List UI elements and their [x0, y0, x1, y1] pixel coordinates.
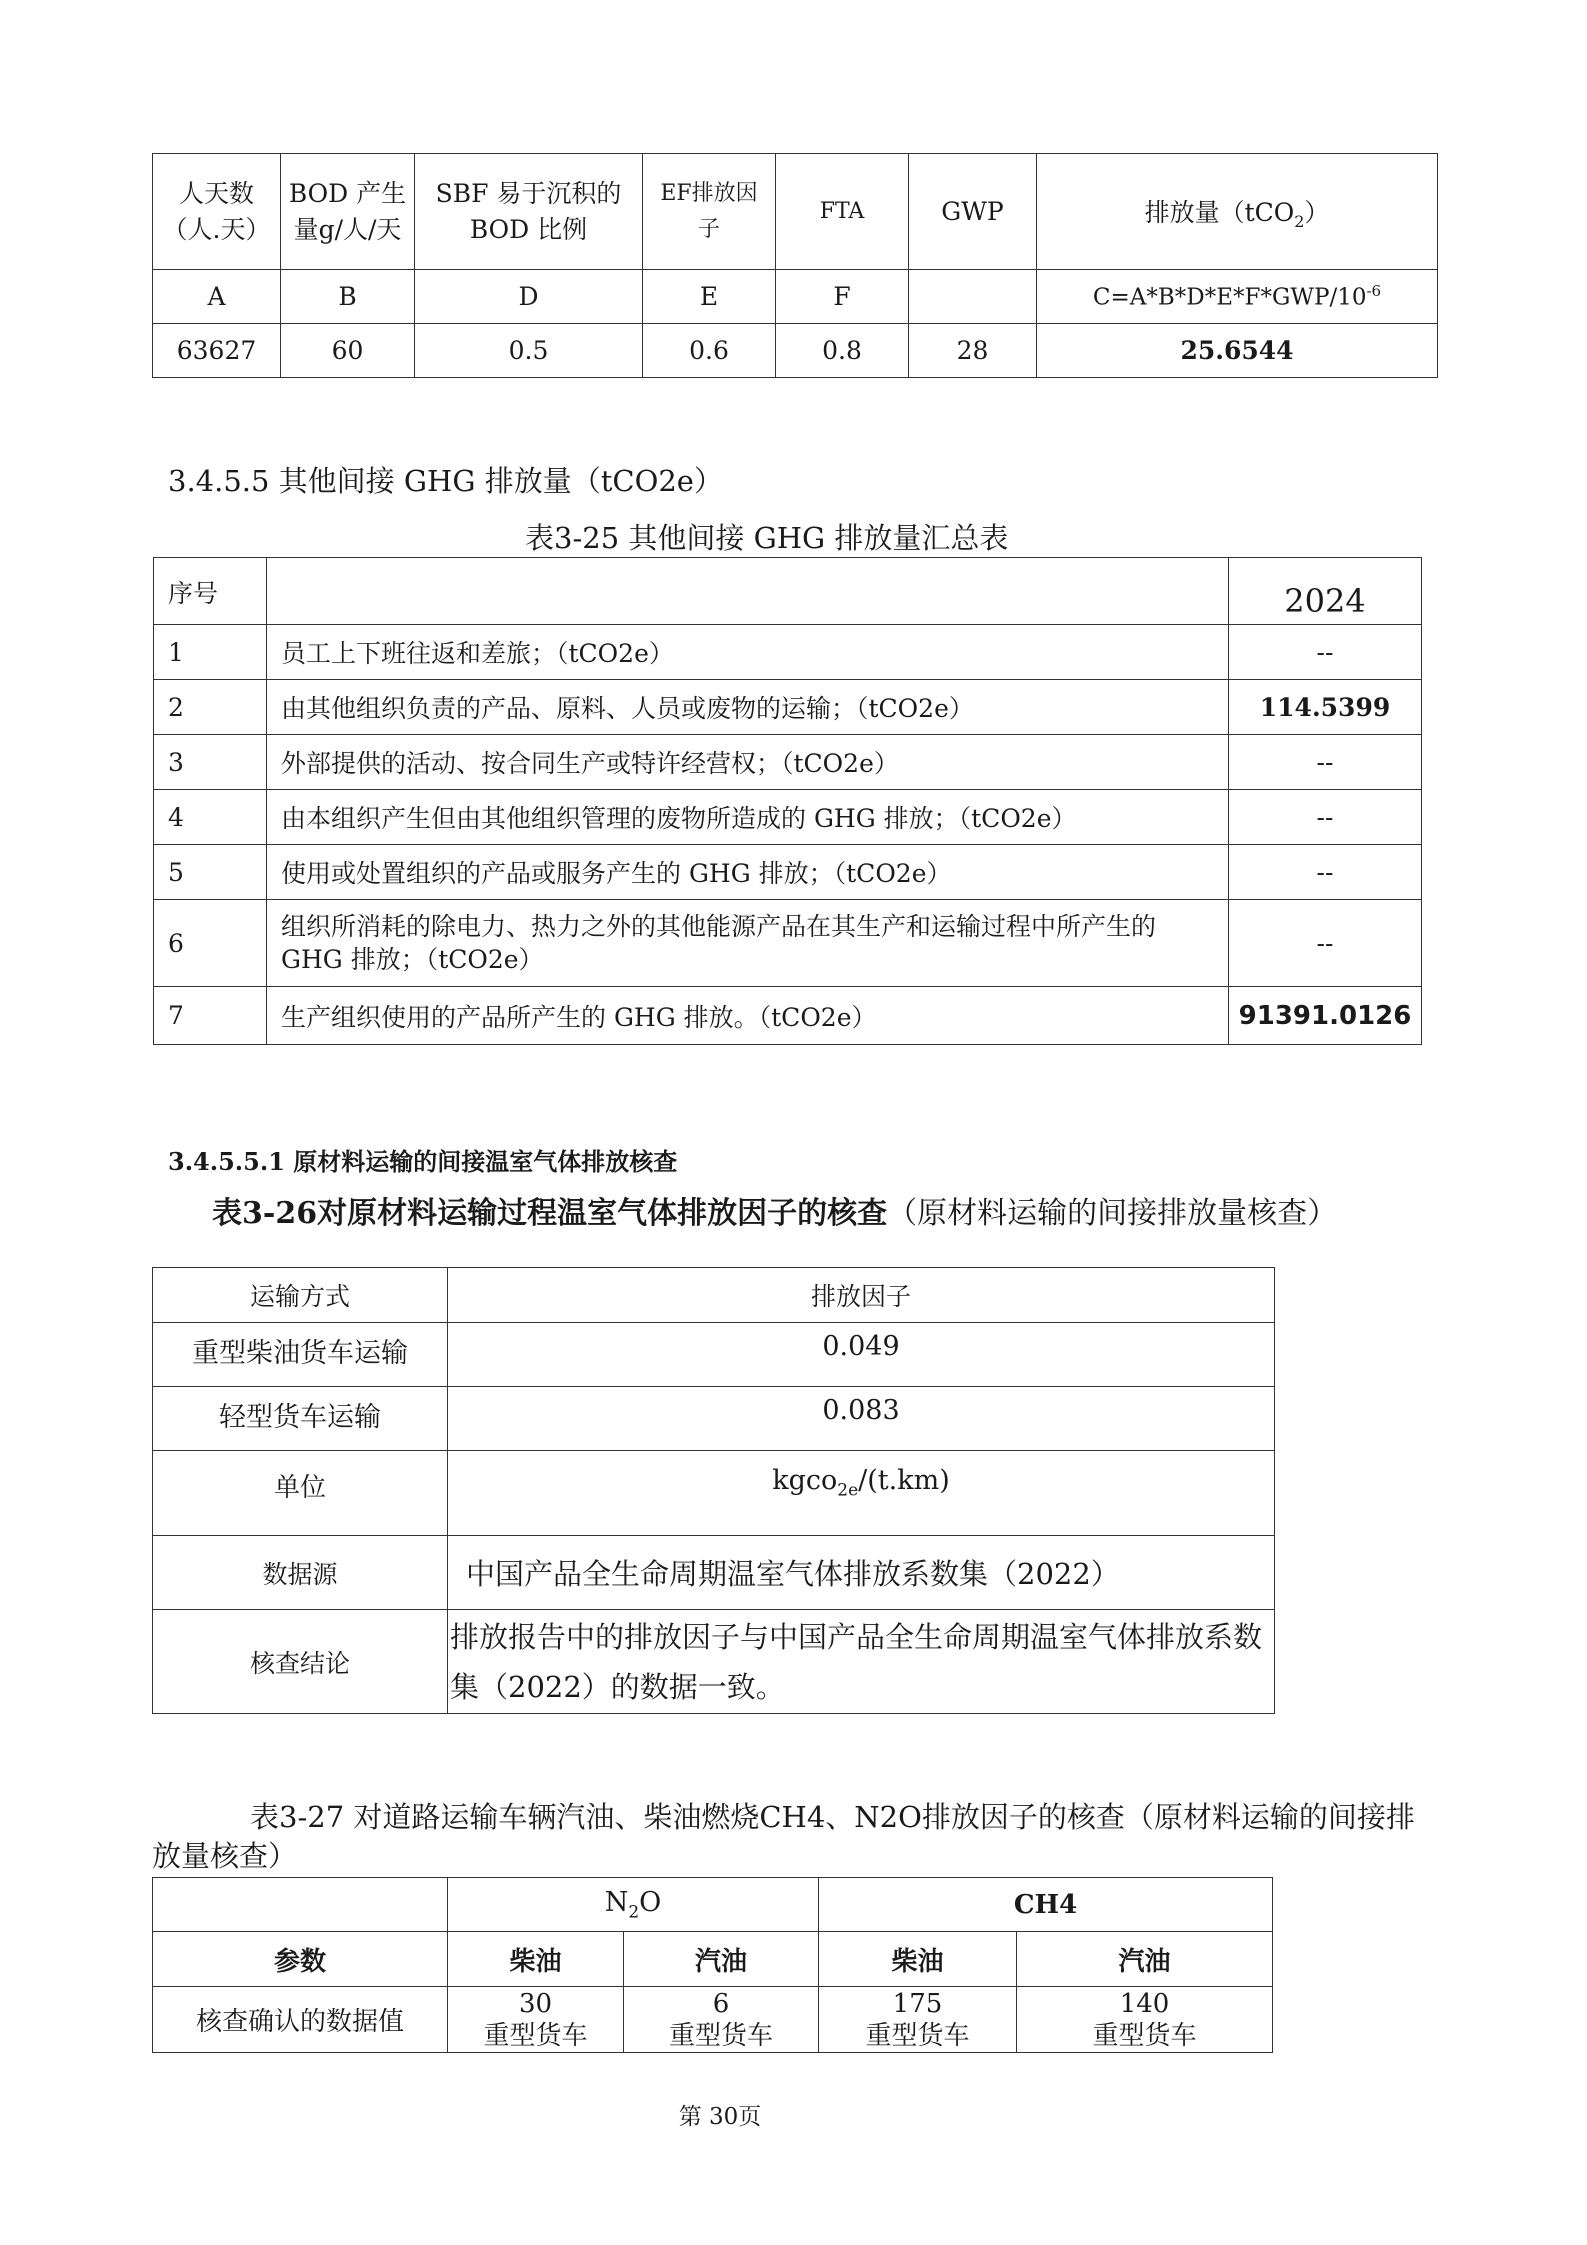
header-emission-sub: 2	[1294, 211, 1305, 231]
value-fta: 0.8	[776, 324, 909, 378]
header-ef: EF排放因子	[643, 154, 776, 270]
row-desc: 组织所消耗的除电力、热力之外的其他能源产品在其生产和运输过程中所产生的 GHG 排放；（tCO2e）	[267, 900, 1229, 987]
fuel-header: 汽油	[1017, 1932, 1273, 1987]
unit-subscript: 2e	[837, 1480, 859, 1501]
group-n2o-n: N	[604, 1886, 629, 1918]
number: 175	[892, 1988, 943, 2019]
group-n2o-sub: 2	[628, 1902, 640, 1923]
header-emission-close: ）	[1304, 197, 1330, 227]
section-34551-title: 3.4.5.5.1 原材料运输的间接温室气体排放核查	[168, 1147, 678, 1176]
header-bod-per-person: BOD 产生量g/人/天	[281, 154, 415, 270]
code-d: D	[415, 270, 643, 324]
header-emission	[1037, 154, 1438, 270]
header-fta: FTA	[776, 154, 909, 270]
code-a: A	[153, 270, 281, 324]
row-desc: 由本组织产生但由其他组织管理的废物所造成的 GHG 排放；（tCO2e）	[267, 790, 1229, 845]
row-desc: 员工上下班往返和差旅；（tCO2e）	[267, 625, 1229, 680]
number: 6	[712, 1988, 730, 2019]
code-f: F	[776, 270, 909, 324]
transport-mode: 重型柴油货车运输	[153, 1323, 448, 1387]
value-person-days: 63627	[153, 324, 281, 378]
table-326-caption-note: （原材料运输的间接排放量核查）	[887, 1196, 1338, 1231]
conclusion-value: 排放报告中的排放因子与中国产品全生命周期温室气体排放系数集（2022）的数据一致。	[448, 1610, 1275, 1714]
table-327-caption: 表3-27 对道路运输车辆汽油、柴油燃烧CH4、N2O排放因子的核查（原材料运输的间接排放量核查）	[152, 1800, 1415, 1873]
source-value: 中国产品全生命周期温室气体排放系数集（2022）	[448, 1536, 1275, 1610]
header-emission-text: 排放量（tCO	[1144, 197, 1295, 227]
data-value	[624, 1987, 819, 2053]
header-person-days: 人天数（人.天）	[153, 154, 281, 270]
row-no: 3	[154, 735, 267, 790]
value-bod: 60	[281, 324, 415, 378]
row-value: --	[1229, 900, 1422, 987]
row-value: 114.5399	[1229, 680, 1422, 735]
number: 30	[518, 1988, 553, 2019]
value-sbf: 0.5	[415, 324, 643, 378]
transport-mode: 轻型货车运输	[153, 1387, 448, 1451]
data-value	[819, 1987, 1017, 2053]
header-year: 2024	[1229, 558, 1422, 625]
group-n2o-o: O	[639, 1886, 662, 1918]
factor-value: 0.083	[448, 1387, 1275, 1451]
row-desc: 使用或处置组织的产品或服务产生的 GHG 排放；（tCO2e）	[267, 845, 1229, 900]
row-value: --	[1229, 735, 1422, 790]
source-label: 数据源	[153, 1536, 448, 1610]
number: 140	[1119, 1988, 1170, 2019]
code-gwp	[909, 270, 1037, 324]
code-b: B	[281, 270, 415, 324]
header-transport-mode: 运输方式	[153, 1268, 448, 1323]
other-indirect-ghg-table	[153, 557, 1422, 1045]
value-gwp: 28	[909, 324, 1037, 378]
code-formula	[1037, 270, 1438, 324]
conclusion-label: 核查结论	[153, 1610, 448, 1714]
fuel-header: 柴油	[448, 1932, 624, 1987]
value-ef: 0.6	[643, 324, 776, 378]
table-326-caption-main: 表3-26对原材料运输过程温室气体排放因子的核查	[212, 1196, 888, 1231]
row-no: 5	[154, 845, 267, 900]
row-no: 4	[154, 790, 267, 845]
group-n2o	[448, 1878, 819, 1932]
data-value	[448, 1987, 624, 2053]
table-326-caption	[212, 1188, 1337, 1232]
group-ch4: CH4	[819, 1878, 1273, 1932]
formula-text: C=A*B*D*E*F*GWP/10	[1092, 284, 1367, 311]
vehicle-type: 重型货车	[483, 2020, 588, 2051]
param-label: 参数	[153, 1932, 448, 1987]
vehicle-type: 重型货车	[668, 2020, 773, 2051]
group-empty	[153, 1878, 448, 1932]
vehicle-ch4-n2o-table	[152, 1877, 1273, 2053]
vehicle-type: 重型货车	[865, 2020, 970, 2051]
unit-label: 单位	[153, 1451, 448, 1536]
row-value: --	[1229, 625, 1422, 680]
unit-text: kgco	[772, 1465, 838, 1496]
row-no: 2	[154, 680, 267, 735]
formula-exponent: -6	[1366, 282, 1382, 301]
row-no: 1	[154, 625, 267, 680]
factor-value: 0.049	[448, 1323, 1275, 1387]
vehicle-type: 重型货车	[1092, 2020, 1197, 2051]
unit-tail: /(t.km)	[858, 1465, 950, 1496]
section-3455-title: 3.4.5.5 其他间接 GHG 排放量（tCO2e）	[168, 464, 723, 498]
code-e: E	[643, 270, 776, 324]
row-value: --	[1229, 790, 1422, 845]
header-emission-factor: 排放因子	[448, 1268, 1275, 1323]
fuel-header: 汽油	[624, 1932, 819, 1987]
transport-factor-table	[152, 1267, 1275, 1714]
row-desc: 外部提供的活动、按合同生产或特许经营权；（tCO2e）	[267, 735, 1229, 790]
table-325-caption: 表3-25 其他间接 GHG 排放量汇总表	[525, 521, 1009, 555]
unit-value	[448, 1451, 1275, 1536]
header-desc	[267, 558, 1229, 625]
fuel-header: 柴油	[819, 1932, 1017, 1987]
row-no: 7	[154, 987, 267, 1045]
value-emission: 25.6544	[1037, 324, 1438, 378]
row-value: 91391.0126	[1229, 987, 1422, 1045]
page-number: 第 30页	[678, 2104, 762, 2130]
header-seq: 序号	[154, 558, 267, 625]
row-label: 核查确认的数据值	[153, 1987, 448, 2053]
row-no: 6	[154, 900, 267, 987]
data-value	[1017, 1987, 1273, 2053]
header-gwp: GWP	[909, 154, 1037, 270]
bod-emission-table	[152, 153, 1438, 378]
row-desc: 由其他组织负责的产品、原料、人员或废物的运输；（tCO2e）	[267, 680, 1229, 735]
row-value: --	[1229, 845, 1422, 900]
header-sbf: SBF 易于沉积的BOD 比例	[415, 154, 643, 270]
row-desc: 生产组织使用的产品所产生的 GHG 排放。（tCO2e）	[267, 987, 1229, 1045]
